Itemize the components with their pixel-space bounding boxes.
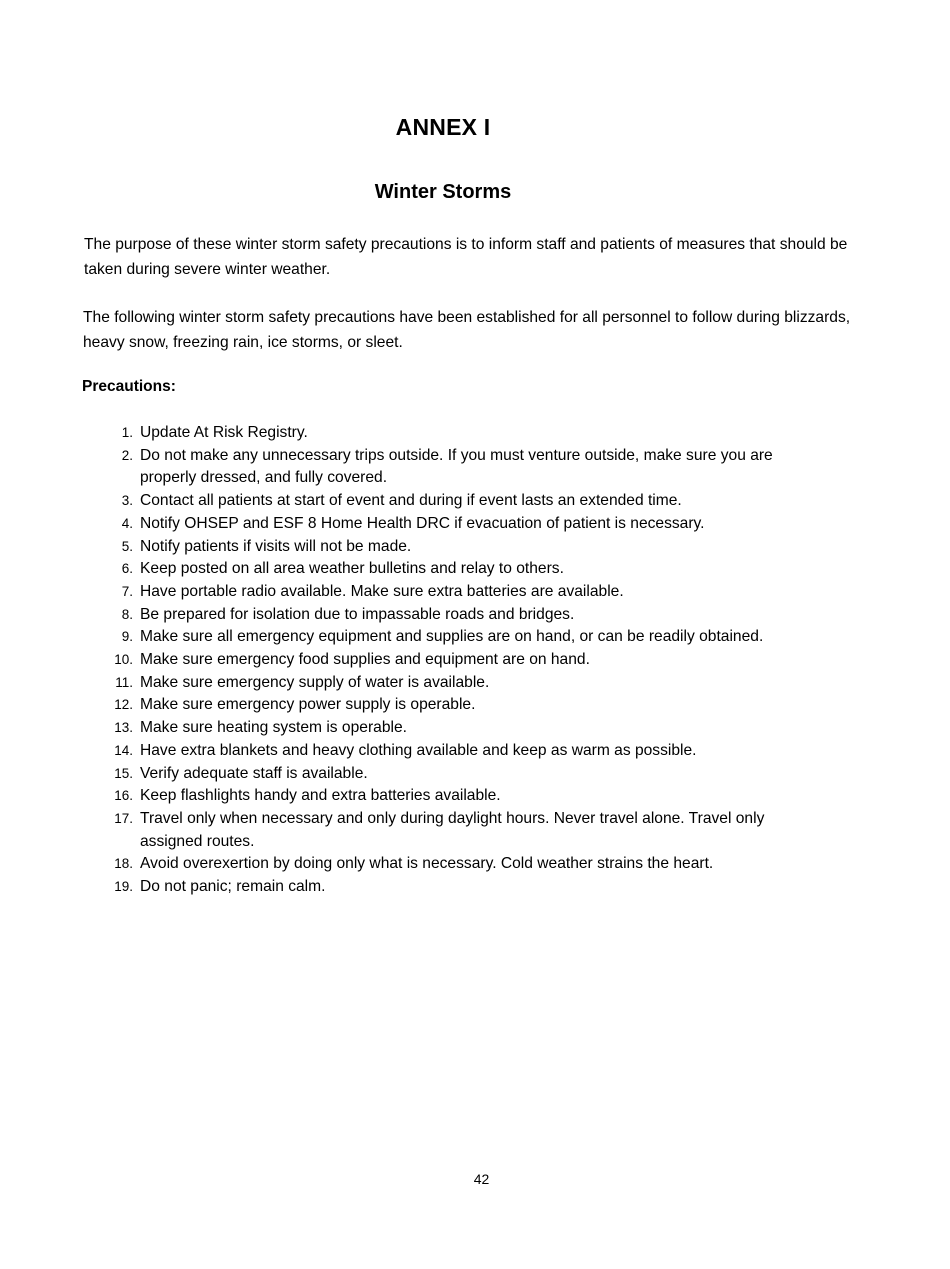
list-item-number: 5. (121, 538, 133, 554)
list-item-text: Update At Risk Registry. (140, 424, 308, 441)
list-item-text: Make sure all emergency equipment and supplies are on hand, or can be readily obtained. (140, 628, 764, 646)
list-item-text: Make sure emergency food supplies and equipment are on hand. (140, 651, 590, 669)
list-item (0, 876, 800, 899)
list-item-text: Notify patients if visits will not be made. (140, 537, 412, 555)
list-item (0, 853, 800, 876)
list-item (0, 604, 800, 627)
list-item-number: 16. (114, 788, 133, 804)
list-item-text: Notify OHSEP and ESF 8 Home Health DRC if evacuation of patient is necessary. (140, 514, 705, 532)
list-item (0, 763, 800, 786)
list-item-text: Avoid overexertion by doing only what is necessary. Cold weather strains the heart. (140, 855, 714, 873)
list-item (0, 513, 800, 536)
list-item (0, 694, 800, 717)
list-item-number: 3. (121, 493, 133, 509)
list-item-text: Be prepared for isolation due to impassable roads and bridges. (140, 605, 575, 623)
scope-paragraph: The following winter storm safety precautions have been established for all personnel to follow during blizzards, heavy snow, freezing rain, ice storms, or sleet. (83, 309, 851, 351)
list-item-number: 7. (121, 583, 133, 599)
list-item (0, 808, 800, 853)
page-number: 42 (473, 1171, 490, 1187)
list-item-text: Do not panic; remain calm. (140, 878, 326, 896)
list-item (0, 490, 800, 513)
list-item-text: Keep flashlights handy and extra batteries available. (140, 787, 501, 805)
list-item-number: 2. (121, 447, 133, 463)
list-item-number: 18. (114, 856, 133, 872)
list-item-text: Make sure emergency power supply is operable. (140, 696, 476, 714)
list-item-text: Travel only when necessary and only during daylight hours. Never travel alone. Travel only assigned routes. (140, 809, 765, 850)
list-item (0, 445, 800, 490)
list-item-number: 4. (121, 515, 133, 531)
purpose-paragraph: The purpose of these winter storm safety precautions is to inform staff and patients of measures that should be taken during severe winter weather. (84, 236, 848, 278)
precautions-list (0, 422, 800, 899)
list-item (0, 626, 800, 649)
list-item-text: Do not make any unnecessary trips outside. If you must venture outside, make sure you are properly dressed, and fully covered. (140, 446, 773, 487)
list-item-text: Have extra blankets and heavy clothing available and keep as warm as possible. (140, 741, 697, 759)
list-item (0, 558, 800, 581)
list-item-number: 13. (114, 720, 133, 736)
list-item (0, 717, 800, 740)
list-item-text: Verify adequate staff is available. (140, 764, 368, 782)
annex-title: ANNEX I (395, 114, 491, 140)
list-item-number: 1. (121, 425, 133, 440)
list-item (0, 740, 800, 763)
list-item-number: 11. (115, 674, 133, 690)
list-item (0, 422, 800, 445)
list-item-text: Make sure emergency supply of water is available. (140, 673, 490, 691)
list-item-number: 6. (121, 561, 133, 577)
list-item (0, 536, 800, 559)
list-item-text: Contact all patients at start of event and during if event lasts an extended time. (140, 492, 682, 510)
list-item (0, 785, 800, 808)
list-item-number: 9. (121, 629, 133, 645)
list-item (0, 649, 800, 672)
list-item-number: 12. (114, 697, 133, 713)
list-item-number: 10. (114, 652, 133, 668)
list-item-text: Keep posted on all area weather bulletins and relay to others. (140, 560, 564, 578)
list-item-number: 15. (114, 765, 133, 781)
list-item-number: 19. (114, 879, 133, 895)
list-item-number: 17. (114, 810, 133, 826)
list-item-text: Make sure heating system is operable. (140, 719, 407, 737)
list-item-text: Have portable radio available. Make sure extra batteries are available. (140, 582, 624, 600)
list-item-number: 14. (114, 742, 133, 758)
section-title: Winter Storms (374, 181, 512, 203)
precautions-heading: Precautions: (82, 378, 176, 395)
list-item (0, 672, 800, 695)
list-item (0, 581, 800, 604)
list-item-number: 8. (121, 606, 133, 622)
